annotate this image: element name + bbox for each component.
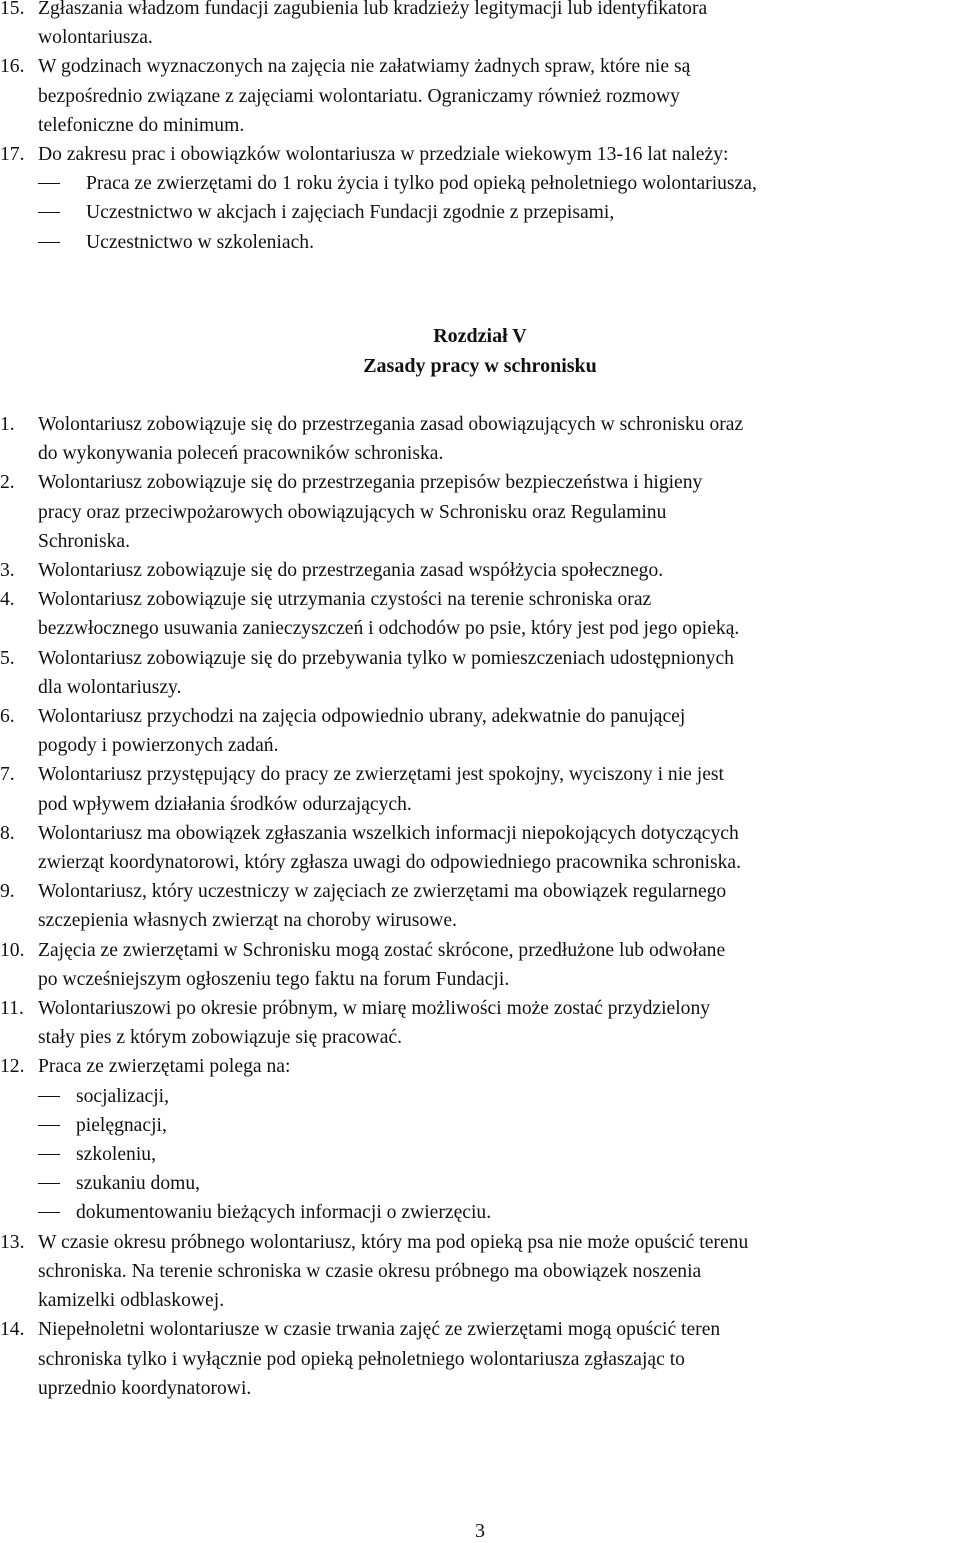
item-line: uprzednio koordynatorowi. (38, 1377, 252, 1399)
bullet-item (0, 228, 958, 257)
item-line: szczepienia własnych zwierząt na choroby wirusowe. (38, 910, 457, 932)
item-line: po wcześniejszym ogłoszeniu tego faktu na forum Fundacji. (38, 968, 510, 990)
item-line: pracy oraz przeciwpożarowych obowiązujących w Schronisku oraz Regulaminu (38, 501, 667, 523)
list-item (0, 556, 958, 585)
item-line: Wolontariusz, który uczestniczy w zajęciach ze zwierzętami ma obowiązek regularnego (38, 881, 727, 903)
item-number: 13. (0, 1231, 25, 1253)
item-number: 14. (0, 1319, 25, 1341)
item-line: Wolontariusz zobowiązuje się do przestrzegania zasad obowiązujących w schronisku oraz (38, 414, 744, 435)
item-number: 17. (0, 144, 25, 166)
dash-bullet-icon (38, 1212, 60, 1213)
item-line: do wykonywania poleceń pracowników schroniska. (38, 443, 444, 465)
bullet-text: szkoleniu, (76, 1144, 156, 1166)
list-item (0, 877, 958, 935)
dash-bullet-icon (38, 212, 60, 213)
item-number: 6. (0, 706, 15, 728)
list-item (0, 994, 958, 1052)
item-line: Wolontariusz zobowiązuje się utrzymania czystości na terenie schroniska oraz (38, 589, 652, 611)
list-item (0, 1228, 958, 1316)
item-line: dla wolontariuszy. (38, 676, 182, 698)
item-number: 16. (0, 56, 25, 78)
bullet-item (0, 1140, 958, 1169)
list-item (0, 140, 958, 169)
item-line: W czasie okresu próbnego wolontariusz, który ma pod opieką psa nie może opuścić terenu (38, 1231, 749, 1253)
dash-bullet-icon (38, 1125, 60, 1126)
item-number: 2. (0, 472, 15, 494)
list-item (0, 936, 958, 994)
item-number: 7. (0, 764, 15, 786)
item-number: 15. (0, 0, 25, 19)
list-item (0, 644, 958, 702)
item-line: Wolontariusz ma obowiązek zgłaszania wszelkich informacji niepokojących dotyczących (38, 822, 739, 844)
item-number: 9. (0, 881, 15, 903)
item-number: 5. (0, 647, 15, 669)
item-number: 12. (0, 1056, 25, 1078)
bullet-item (0, 1198, 958, 1227)
item-number: 10. (0, 939, 25, 961)
item-line: zwierząt koordynatorowi, który zgłasza uwagi do odpowiedniego pracownika schroniska. (38, 852, 741, 874)
item-number: 1. (0, 414, 15, 435)
item-line: bezpośrednio związane z zajęciami wolontariatu. Ograniczamy również rozmowy (38, 85, 680, 107)
item-line: W godzinach wyznaczonych na zajęcia nie załatwiamy żadnych spraw, które nie są (38, 56, 691, 78)
item-line: kamizelki odblaskowej. (38, 1290, 225, 1312)
item-number: 8. (0, 822, 15, 844)
dash-bullet-icon (38, 1154, 60, 1155)
bullet-text: pielęgnacji, (76, 1114, 167, 1136)
bullet-text: Uczestnictwo w akcjach i zajęciach Fundacji zgodnie z przepisami, (86, 202, 615, 224)
dash-bullet-icon (38, 1096, 60, 1097)
list-item (0, 0, 958, 52)
list-item (0, 468, 958, 556)
item-line: telefoniczne do minimum. (38, 114, 245, 136)
item-line: Schroniska. (38, 530, 130, 552)
bullet-text: dokumentowaniu bieżących informacji o zwierzęciu. (76, 1202, 492, 1224)
list-item (0, 585, 958, 643)
bullet-item (0, 169, 958, 198)
bullet-item (0, 1082, 958, 1111)
list-item (0, 1052, 958, 1081)
list-item (0, 52, 958, 140)
page-number: 3 (475, 1520, 485, 1542)
list-item (0, 702, 958, 760)
bullet-item (0, 1111, 958, 1140)
item-line: schroniska. Na terenie schroniska w czasie okresu próbnego ma obowiązek noszenia (38, 1260, 702, 1282)
item-line: Wolontariuszowi po okresie próbnym, w miarę możliwości może zostać przydzielony (38, 998, 711, 1020)
list-item (0, 410, 958, 468)
bullet-text: Praca ze zwierzętami do 1 roku życia i tylko pod opieką pełnoletniego wolontariusza, (86, 173, 757, 195)
rules-list (0, 410, 958, 1403)
item-number: 4. (0, 589, 15, 611)
item-line: Wolontariusz przychodzi na zajęcia odpowiednio ubrany, adekwatnie do panującej (38, 706, 686, 728)
item-line: pod wpływem działania środków odurzających. (38, 793, 412, 815)
item-number: 11. (0, 998, 24, 1020)
item-line: schroniska tylko i wyłącznie pod opieką pełnoletniego wolontariusza zgłaszając to (38, 1348, 685, 1370)
item-line: pogody i powierzonych zadań. (38, 735, 279, 757)
item-line: stały pies z którym zobowiązuje się pracować. (38, 1027, 402, 1049)
list-item (0, 819, 958, 877)
item-number: 3. (0, 560, 15, 582)
bullet-item (0, 198, 958, 227)
item-line: Zajęcia ze zwierzętami w Schronisku mogą zostać skrócone, przedłużone lub odwołane (38, 939, 726, 961)
bullet-item (0, 1169, 958, 1198)
dash-bullet-icon (38, 242, 60, 243)
item-line: Wolontariusz zobowiązuje się do przebywania tylko w pomieszczeniach udostępnionych (38, 647, 734, 669)
item-line: Wolontariusz zobowiązuje się do przestrzegania przepisów bezpieczeństwa i higieny (38, 472, 703, 494)
chapter-title: Rozdział V (433, 325, 527, 347)
bullet-text: Uczestnictwo w szkoleniach. (86, 231, 314, 253)
item-line: wolontariusza. (38, 27, 153, 49)
item-line: Zgłaszania władzom fundacji zagubienia lub kradzieży legitymacji lub identyfikatora (38, 0, 708, 19)
bullet-text: szukaniu domu, (76, 1173, 201, 1195)
dash-bullet-icon (38, 1183, 60, 1184)
item-line: Wolontariusz zobowiązuje się do przestrzegania zasad współżycia społecznego. (38, 560, 664, 582)
list-item (0, 1315, 958, 1403)
dash-bullet-icon (38, 183, 60, 184)
item-line: Do zakresu prac i obowiązków wolontariusza w przedziale wiekowym 13-16 lat należy: (38, 144, 729, 166)
item-line: Wolontariusz przystępujący do pracy ze zwierzętami jest spokojny, wyciszony i nie jest (38, 764, 724, 786)
bullet-text: socjalizacji, (76, 1085, 170, 1107)
item-line: Praca ze zwierzętami polega na: (38, 1056, 291, 1078)
item-line: bezzwłocznego usuwania zanieczyszczeń i odchodów po psie, który jest pod jego opieką. (38, 618, 740, 640)
item-line: Niepełnoletni wolontariusze w czasie trwania zajęć ze zwierzętami mogą opuścić teren (38, 1319, 721, 1341)
chapter-subtitle: Zasady pracy w schronisku (363, 355, 597, 377)
list-item (0, 760, 958, 818)
intro-list (0, 0, 958, 257)
